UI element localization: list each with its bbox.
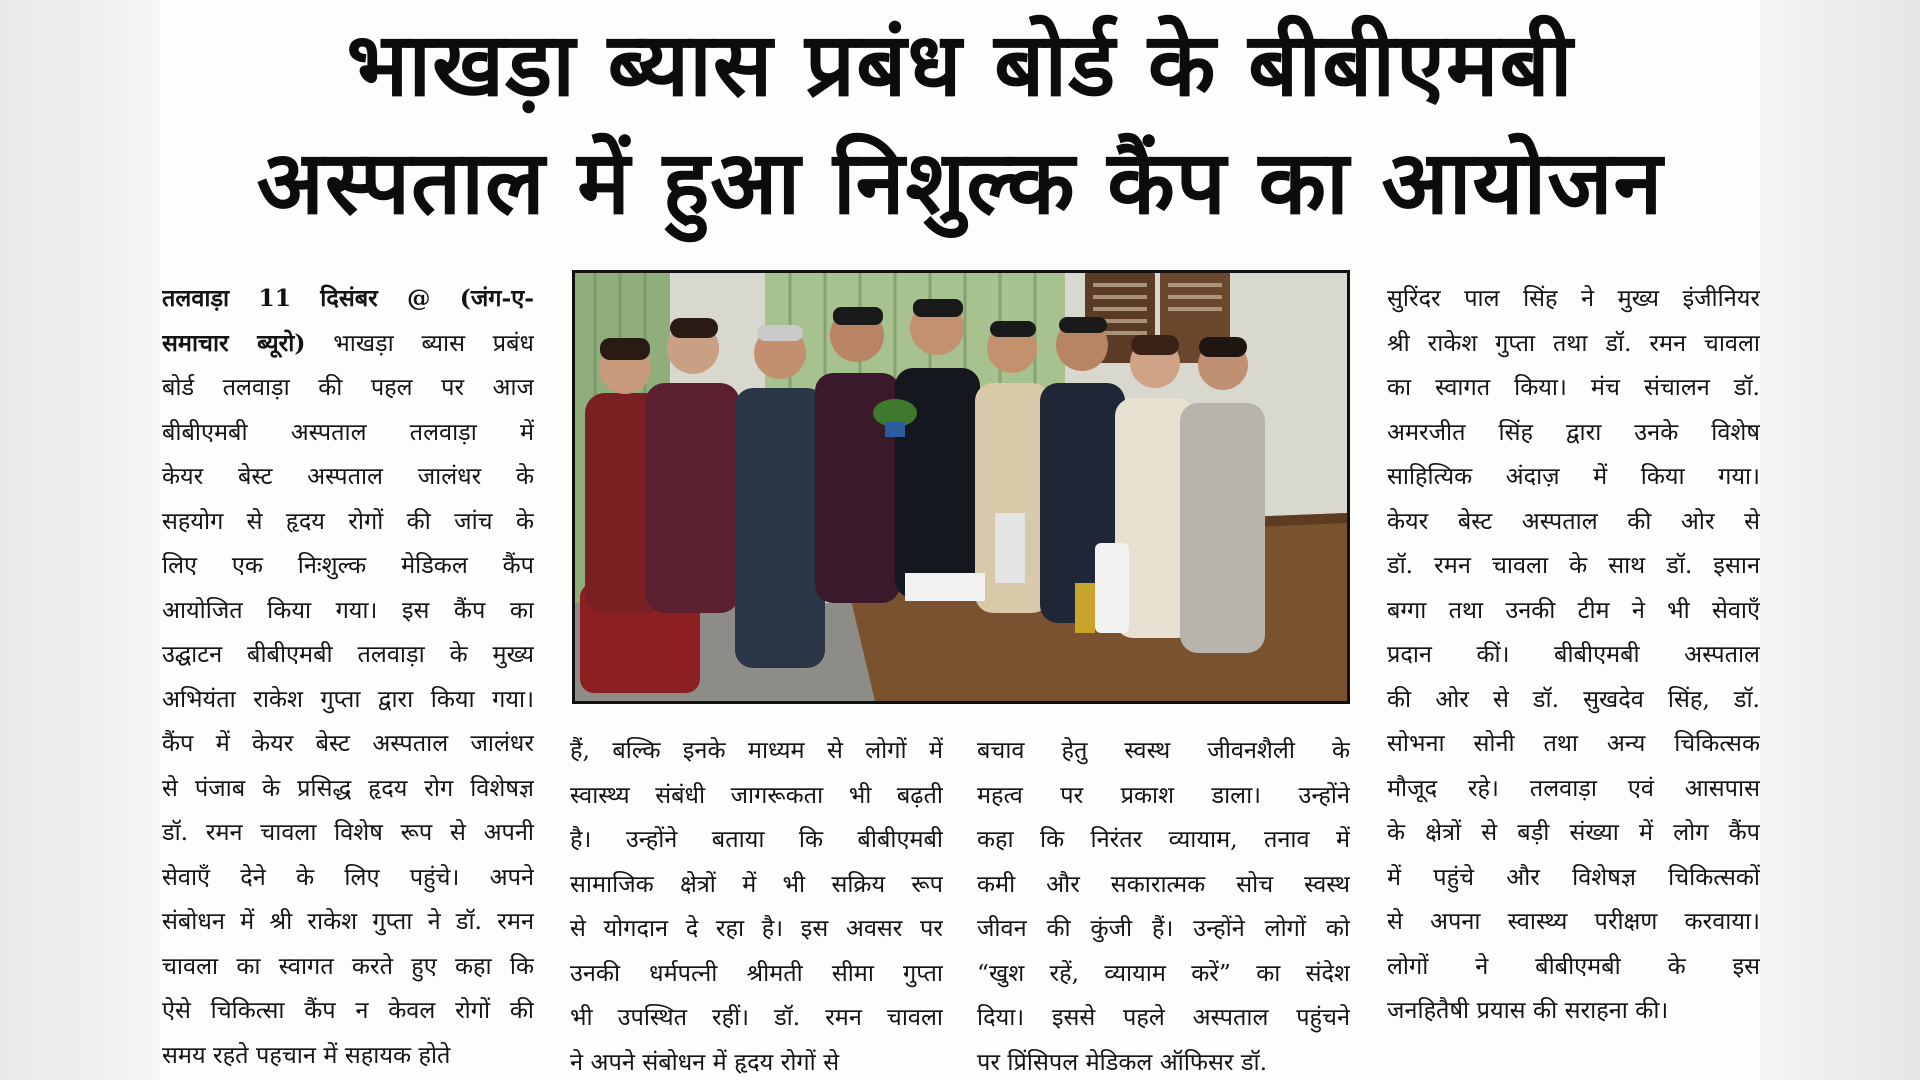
text-line: चावला का स्वागत करते हुए कहा कि: [162, 951, 534, 980]
text-line: बोर्ड तलवाड़ा की पहल पर आज: [162, 373, 534, 401]
text-line: सुरिंदर पाल सिंह ने मुख्य इंजीनियर: [1387, 284, 1760, 312]
text-line: से अपना स्वास्थ्य परीक्षण करवाया।: [1387, 907, 1760, 935]
text-line: जीवन की कुंजी हैं। उन्होंने लोगों को: [977, 914, 1350, 942]
text-line: लोगों ने बीबीएमबी के इस: [1387, 951, 1760, 980]
text-line: उनकी धर्मपत्नी श्रीमती सीमा गुप्ता: [570, 958, 943, 987]
text-line: में पहुंचे और विशेषज्ञ चिकित्सकों: [1387, 862, 1760, 891]
text-line: सोभना सोनी तथा अन्य चिकित्सक: [1387, 729, 1760, 757]
text-line: अभियंता राकेश गुप्ता द्वारा किया गया।: [162, 684, 534, 713]
text-line: बग्गा तथा उनकी टीम ने भी सेवाएँ: [1387, 595, 1760, 624]
text-line: सामाजिक क्षेत्रों में भी सक्रिय रूप: [570, 869, 943, 898]
headline: [160, 6, 1760, 242]
headline-line-2: अस्पताल में हुआ निशुल्क कैंप का आयोजन: [256, 131, 1664, 234]
text-line: पर प्रिंसिपल मेडिकल ऑफिसर डॉ.: [977, 1047, 1268, 1076]
text-line: प्रदान कीं। बीबीएमबी अस्पताल: [1387, 640, 1760, 668]
text-line: से योगदान दे रहा है। इस अवसर पर: [570, 914, 943, 942]
text-line: समाचार ब्यूरो) भाखड़ा ब्यास प्रबंध: [162, 328, 534, 357]
dateline: तलवाड़ा 11 दिसंबर @ (जंग-ए-: [162, 284, 534, 312]
notebook: [905, 573, 985, 601]
article-column-3: [977, 728, 1350, 1080]
text-line: केयर बेस्ट अस्पताल जालंधर के: [162, 462, 534, 490]
text-line: ऐसे चिकित्सा कैंप न केवल रोगों की: [162, 996, 534, 1024]
text-line: श्री राकेश गुप्ता तथा डॉ. रमन चावला: [1387, 328, 1760, 357]
text-line: का स्वागत किया। मंच संचालन डॉ.: [1387, 373, 1760, 401]
text-line: संबोधन में श्री राकेश गुप्ता ने डॉ. रमन: [162, 907, 534, 935]
group-photo-illustration: [575, 273, 1347, 701]
text-line: है। उन्होंने बताया कि बीबीएमबी: [570, 825, 943, 853]
article-column-1: [162, 276, 534, 1077]
news-photo: [572, 270, 1350, 704]
text-line: साहित्यिक अंदाज़ में किया गया।: [1387, 462, 1760, 490]
text-line: कहा कि निरंतर व्यायाम, तनाव में: [977, 825, 1350, 853]
text-line: ने अपने संबोधन में हृदय रोगों से: [570, 1047, 840, 1076]
text-line: बचाव हेतु स्वस्थ जीवनशैली के: [977, 736, 1350, 764]
text-line: लिए एक निःशुल्क मेडिकल कैंप: [162, 551, 534, 579]
text-line: मौजूद रहे। तलवाड़ा एवं आसपास: [1387, 773, 1760, 802]
right-blurred-margin: [1760, 0, 1920, 1080]
article-column-2: [570, 728, 943, 1080]
text-line: केयर बेस्ट अस्पताल की ओर से: [1387, 506, 1760, 535]
trophy: [1075, 583, 1095, 633]
text-line: दिया। इससे पहले अस्पताल पहुंचने: [977, 1003, 1350, 1031]
text-line: हैं, बल्कि इनके माध्यम से लोगों में: [570, 736, 943, 764]
text-line: जनहितैषी प्रयास की सराहना की।: [1387, 996, 1669, 1024]
desk-stand: [995, 513, 1025, 583]
headline-line-1: भाखड़ा ब्यास प्रबंध बोर्ड के बीबीएमबी: [346, 13, 1574, 116]
byline: समाचार ब्यूरो): [162, 328, 306, 357]
text-line: सहयोग से हृदय रोगों की जांच के: [162, 506, 534, 535]
text-line: स्वास्थ्य संबंधी जागरूकता भी बढ़ती: [570, 780, 943, 809]
text-line: समय रहते पहचान में सहायक होते: [162, 1040, 451, 1069]
bottle: [1095, 543, 1129, 633]
article-column-4: [1387, 276, 1760, 1033]
text-line: के क्षेत्रों से बड़ी संख्या में लोग कैंप: [1387, 818, 1760, 846]
newspaper-page: [160, 0, 1760, 1080]
text-line: से पंजाब के प्रसिद्ध हृदय रोग विशेषज्ञ: [162, 773, 534, 802]
text-line: महत्व पर प्रकाश डाला। उन्होंने: [977, 780, 1350, 809]
text-line: अमरजीत सिंह द्वारा उनके विशेष: [1387, 417, 1760, 446]
text-line: कैंप में केयर बेस्ट अस्पताल जालंधर: [162, 729, 534, 757]
text-line: डॉ. रमन चावला विशेष रूप से अपनी: [162, 818, 534, 846]
text-line: “खुश रहें, व्यायाम करें” का संदेश: [977, 958, 1350, 987]
text-line: भी उपस्थित रहीं। डॉ. रमन चावला: [570, 1003, 943, 1031]
text-line: सेवाएँ देने के लिए पहुंचे। अपने: [162, 862, 534, 891]
text-line: डॉ. रमन चावला के साथ डॉ. इसान: [1387, 551, 1760, 579]
text-line: उद्घाटन बीबीएमबी तलवाड़ा के मुख्य: [162, 640, 534, 668]
text-line: बीबीएमबी अस्पताल तलवाड़ा में: [162, 417, 534, 446]
text-line: कमी और सकारात्मक सोच स्वस्थ: [977, 869, 1350, 898]
text-line: की ओर से डॉ. सुखदेव सिंह, डॉ.: [1387, 684, 1760, 713]
left-blurred-margin: [0, 0, 160, 1080]
text-line: आयोजित किया गया। इस कैंप का: [162, 595, 534, 624]
